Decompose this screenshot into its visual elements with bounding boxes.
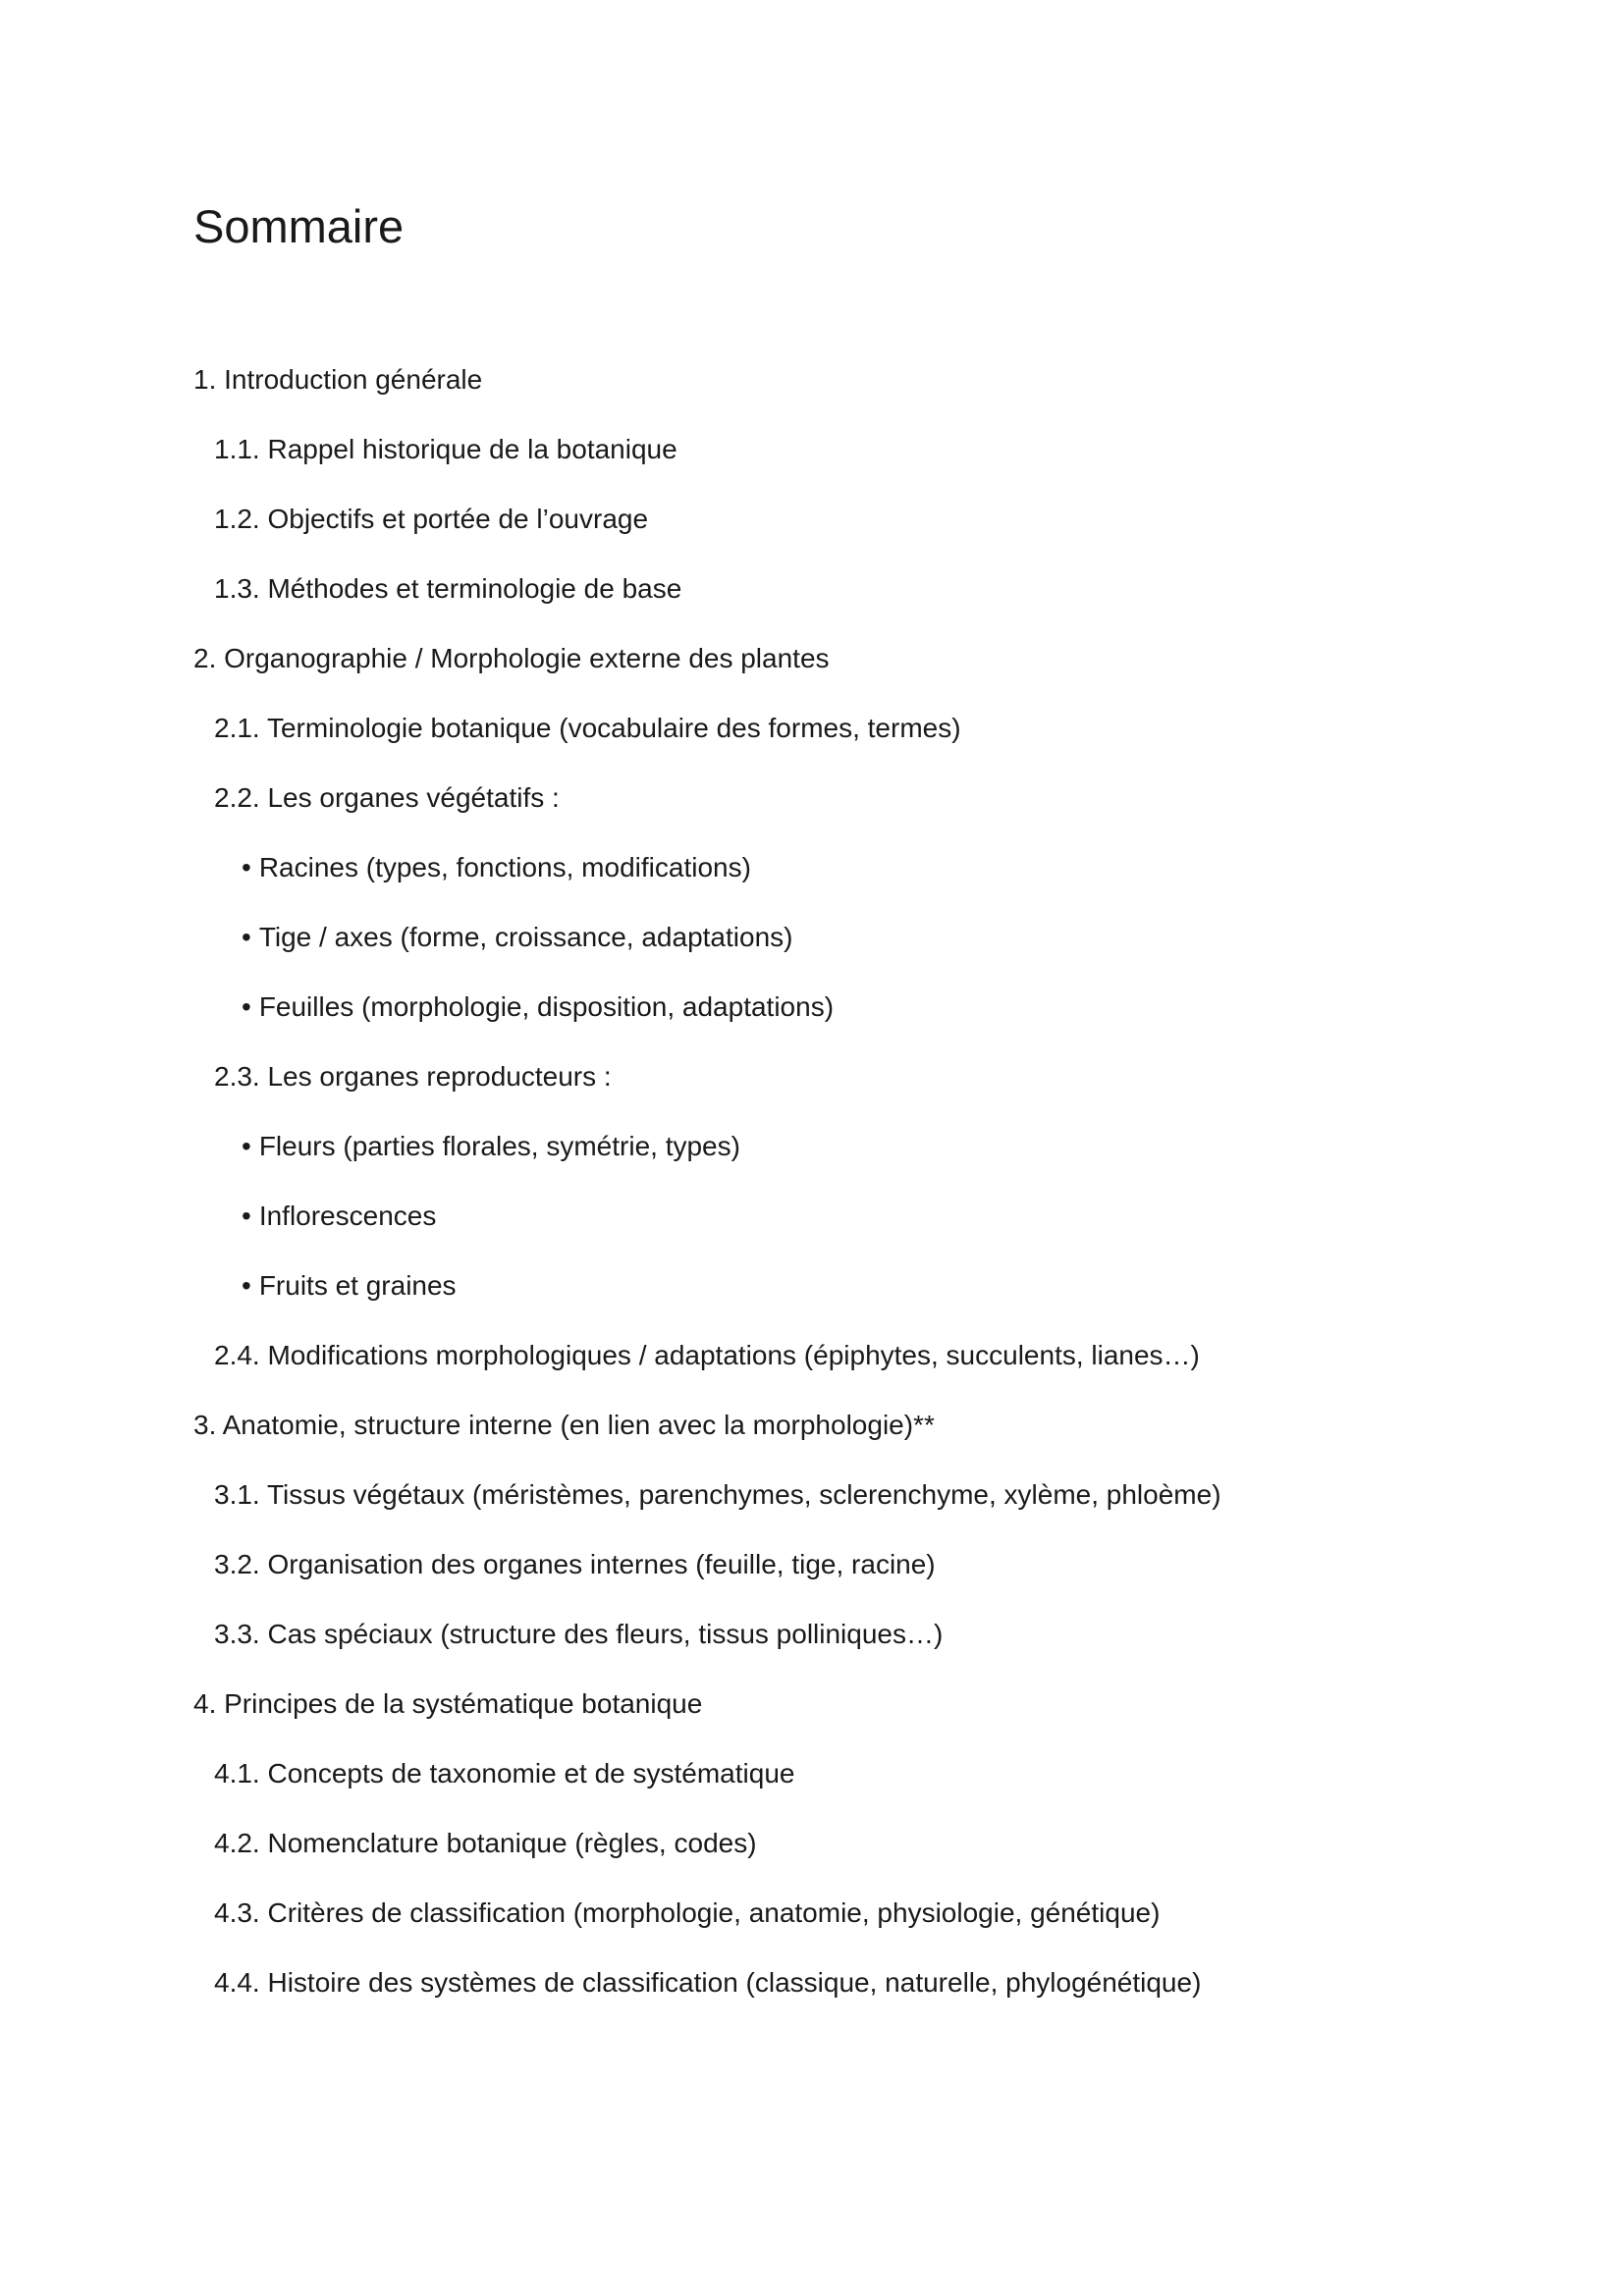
toc-entry-text: Feuilles (morphologie, disposition, adaptations) <box>258 991 835 1022</box>
toc-entry-4-2 <box>193 1819 1221 1889</box>
toc-entry-text: 1.1. Rappel historique de la botanique <box>214 434 677 464</box>
bullet-icon: • <box>242 922 251 952</box>
toc-entry-4-3 <box>193 1889 1221 1958</box>
bullet-icon: • <box>242 1270 251 1301</box>
toc-entry-3 <box>193 1401 1221 1470</box>
toc-entry-4-1 <box>193 1749 1221 1819</box>
toc-entry-text: 3.1. Tissus végétaux (méristèmes, parenchymes, sclerenchyme, xylème, phloème) <box>214 1479 1221 1510</box>
toc-entry-1 <box>193 355 1221 425</box>
toc-entry-text: 3. Anatomie, structure interne (en lien avec la morphologie)** <box>193 1410 935 1440</box>
toc-entry-text: 2.2. Les organes végétatifs : <box>214 782 560 813</box>
toc-entry-text: 4.4. Histoire des systèmes de classification (classique, naturelle, phylogénétique) <box>214 1967 1202 1998</box>
page-title: Sommaire <box>193 200 405 252</box>
toc-entry-text: 1. Introduction générale <box>193 364 483 395</box>
bullet-icon: • <box>242 1131 251 1161</box>
bullet-icon: • <box>242 852 251 882</box>
toc-bullet-item <box>193 1261 1221 1331</box>
toc-entry-text: 4.3. Critères de classification (morphologie, anatomie, physiologie, génétique) <box>214 1897 1161 1928</box>
toc-entry-text: Fleurs (parties florales, symétrie, types) <box>258 1131 740 1161</box>
toc-entry-text: 2.4. Modifications morphologiques / adaptations (épiphytes, succulents, lianes…) <box>214 1340 1200 1370</box>
toc-entry-text: 1.3. Méthodes et terminologie de base <box>214 573 682 604</box>
toc-entry-1-3 <box>193 564 1221 634</box>
toc-entry-text: 2. Organographie / Morphologie externe des plantes <box>193 643 830 673</box>
toc-entry-text: Inflorescences <box>258 1201 437 1231</box>
toc-entry-text: Racines (types, fonctions, modifications) <box>258 852 751 882</box>
toc-entry-text: 4. Principes de la systématique botanique <box>193 1688 703 1719</box>
toc-entry-3-1 <box>193 1470 1221 1540</box>
toc-entry-2-2 <box>193 774 1221 843</box>
toc-bullet-item <box>193 983 1221 1052</box>
toc-entry-2-1 <box>193 704 1221 774</box>
toc-entry-text: 4.1. Concepts de taxonomie et de systématique <box>214 1758 795 1789</box>
toc-entry-text: 3.2. Organisation des organes internes (feuille, tige, racine) <box>214 1549 936 1579</box>
toc-entry-3-3 <box>193 1610 1221 1680</box>
toc-entry-text: 1.2. Objectifs et portée de l’ouvrage <box>214 504 649 534</box>
toc-entry-2-4 <box>193 1331 1221 1401</box>
toc-bullet-item <box>193 1192 1221 1261</box>
toc-entry-text: 3.3. Cas spéciaux (structure des fleurs, tissus polliniques…) <box>214 1619 944 1649</box>
toc-entry-2 <box>193 634 1221 704</box>
toc-entry-1-2 <box>193 495 1221 564</box>
toc-entry-4-4 <box>193 1958 1221 2028</box>
toc-entry-text: 2.3. Les organes reproducteurs : <box>214 1061 612 1092</box>
toc-bullet-item <box>193 843 1221 913</box>
toc-entry-text: Fruits et graines <box>258 1270 457 1301</box>
bullet-icon: • <box>242 991 251 1022</box>
toc-bullet-item <box>193 1122 1221 1192</box>
toc-entry-2-3 <box>193 1052 1221 1122</box>
bullet-icon: • <box>242 1201 251 1231</box>
toc-entry-text: 4.2. Nomenclature botanique (règles, codes) <box>214 1828 757 1858</box>
toc-bullet-item <box>193 913 1221 983</box>
toc-entry-4 <box>193 1680 1221 1749</box>
toc-entry-3-2 <box>193 1540 1221 1610</box>
toc-entry-text: Tige / axes (forme, croissance, adaptations) <box>258 922 793 952</box>
toc-entry-1-1 <box>193 425 1221 495</box>
table-of-contents <box>193 355 1221 2028</box>
toc-entry-text: 2.1. Terminologie botanique (vocabulaire des formes, termes) <box>214 713 961 743</box>
